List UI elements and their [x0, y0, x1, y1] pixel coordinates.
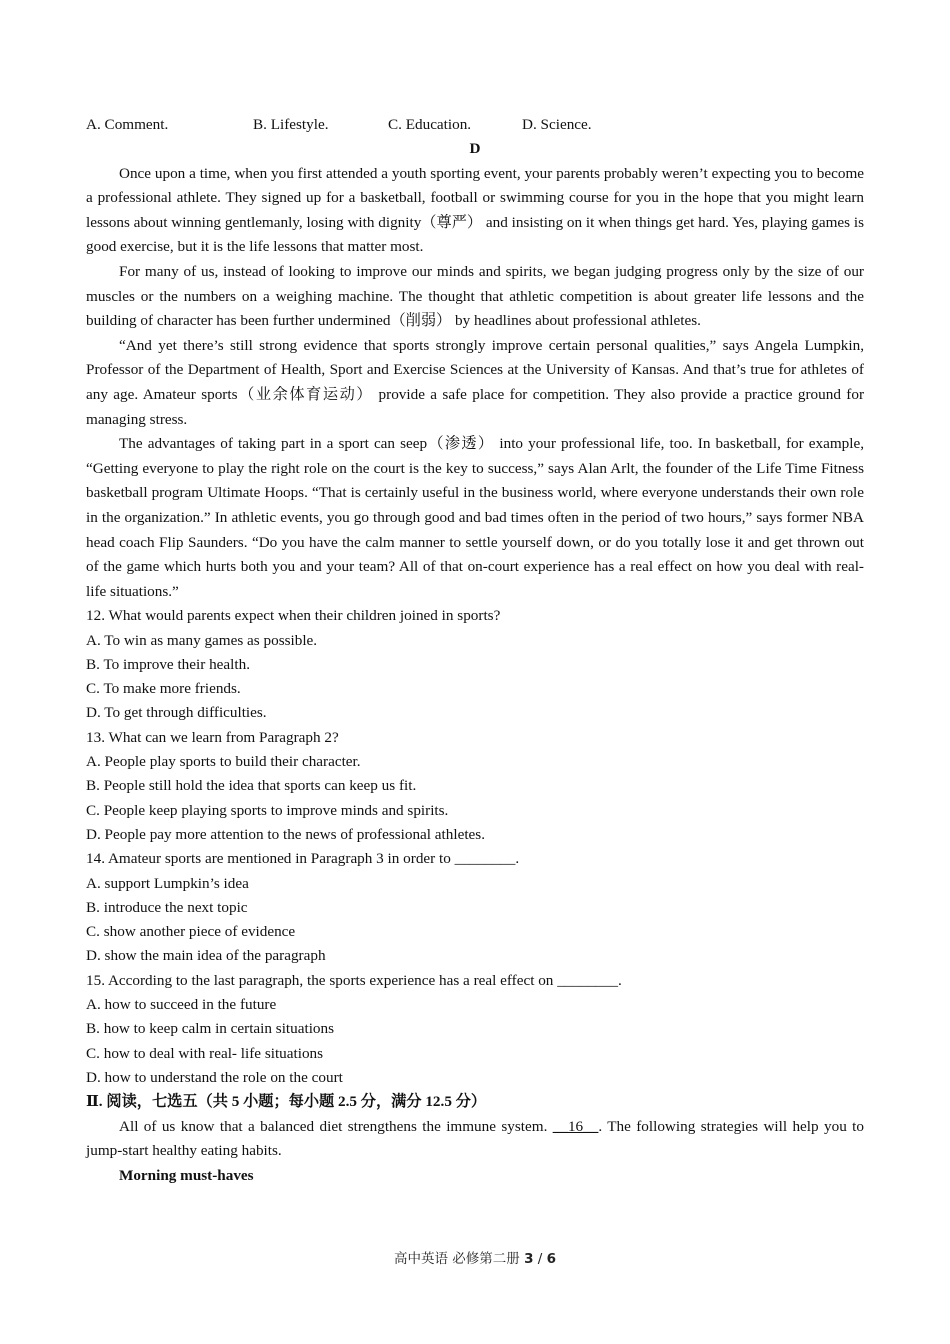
page-content: [86, 113, 864, 1188]
answer-option: C. People keep playing sports to improve minds and spirits.: [86, 801, 449, 819]
answer-option: A. how to succeed in the future: [86, 996, 277, 1014]
intro-text-before: All of us know that a balanced diet strengthens the immune system.: [119, 1117, 553, 1135]
option-b: B. Lifestyle.: [253, 116, 329, 133]
subheading: Morning must-haves: [119, 1166, 254, 1184]
passage-paragraph-3: “And yet there’s still strong evidence that sports strongly improve certain personal qualities,” says Angela Lumpkin, Professor of the Department of Health, Sport and Exercise Sciences at the University of Kansas. And that’s true for athletes of any age. Amateur sports（业余体育运动） provide a safe place for competition. They also provide a practice ground for managing stress.: [86, 336, 864, 428]
blank-16: __16__: [552, 1117, 599, 1135]
answer-option: A. support Lumpkin’s idea: [86, 874, 249, 892]
footer-book-title: 高中英语 必修第二册: [393, 1251, 525, 1267]
answer-option: C. To make more friends.: [86, 680, 241, 698]
answer-option: A. People play sports to build their character.: [86, 753, 361, 771]
answer-option: D. People pay more attention to the news of professional athletes.: [86, 825, 485, 843]
question-13: [86, 726, 864, 847]
answer-option: D. how to understand the role on the court: [86, 1068, 343, 1086]
answer-option: B. introduce the next topic: [86, 898, 248, 916]
footer-separator: /: [533, 1251, 547, 1267]
option-d: D. Science.: [522, 116, 592, 133]
answer-option: B. how to keep calm in certain situations: [86, 1020, 335, 1038]
option-c: C. Education.: [388, 116, 472, 133]
answer-option: A. To win as many games as possible.: [86, 631, 318, 649]
question-stem: 13. What can we learn from Paragraph 2?: [86, 728, 339, 746]
answer-option: B. People still hold the idea that sports can keep us fit.: [86, 777, 417, 795]
answer-option: C. show another piece of evidence: [86, 923, 296, 941]
passage-paragraph-2: For many of us, instead of looking to improve our minds and spirits, we began judging progress only by the size of our muscles or the numbers on a weighing machine. The thought that athletic competition is about greater life lessons and the building of character has been further undermined（削弱） by headlines about professional athletes.: [86, 262, 864, 330]
question-stem: 15. According to the last paragraph, the sports experience has a real effect on ________.: [86, 971, 622, 989]
footer-page-number: 3: [524, 1251, 534, 1267]
question-12: [86, 604, 864, 725]
option-a: A. Comment.: [86, 116, 169, 133]
question-stem: 14. Amateur sports are mentioned in Paragraph 3 in order to ________.: [86, 850, 520, 868]
answer-option: D. To get through difficulties.: [86, 704, 267, 722]
footer-page-total: 6: [546, 1251, 557, 1267]
passage-paragraph-1: Once upon a time, when you first attended a youth sporting event, your parents probably weren’t expecting you to become a professional athlete. They signed up for a basketball, football or swimming course for you in the hope that you might learn lessons about winning gentlemanly, losing with dignity（尊严） and insisting on it when things get hard. Yes, playing games is good exercise, but it is the life lessons that matter most.: [86, 164, 864, 256]
question-stem: 12. What would parents expect when their children joined in sports?: [86, 607, 501, 625]
question-14: [86, 847, 864, 968]
question-15: [86, 969, 864, 1090]
answer-option: C. how to deal with real- life situations: [86, 1044, 324, 1062]
section-heading: Ⅱ. 阅读，七选五（共 5 小题；每小题 2.5 分，满分 12.5 分）: [86, 1093, 487, 1111]
answer-option: B. To improve their health.: [86, 655, 250, 673]
answer-option: D. show the main idea of the paragraph: [86, 947, 326, 965]
intro-text-after: . The following strategies will help you to jump-start healthy eating habits.: [86, 1117, 864, 1160]
prev-question-options: [86, 113, 864, 137]
passage-paragraph-4: The advantages of taking part in a sport can seep（渗透） into your professional life, too. In basketball, for example, “Getting everyone to play the right role on the court is the key to success,” says Alan Arlt, the founder of the Life Time Fitness basketball program Ultimate Hoops. “That is certainly useful in the business world, where everyone understands their own role in the organization.” In athletic events, you go through good and bad times often in the period of two hours,” says former NBA head coach Flip Saunders. “Do you have the calm manner to settle yourself down, or do you totally lose it and get thrown out of the game which hurts both you and your team? All of that on-court experience has a real effect on how you deal with real-life situations.”: [86, 435, 864, 600]
section-letter: D: [469, 140, 481, 158]
section2-intro-paragraph: [86, 1115, 864, 1164]
page-footer: [0, 1247, 950, 1267]
